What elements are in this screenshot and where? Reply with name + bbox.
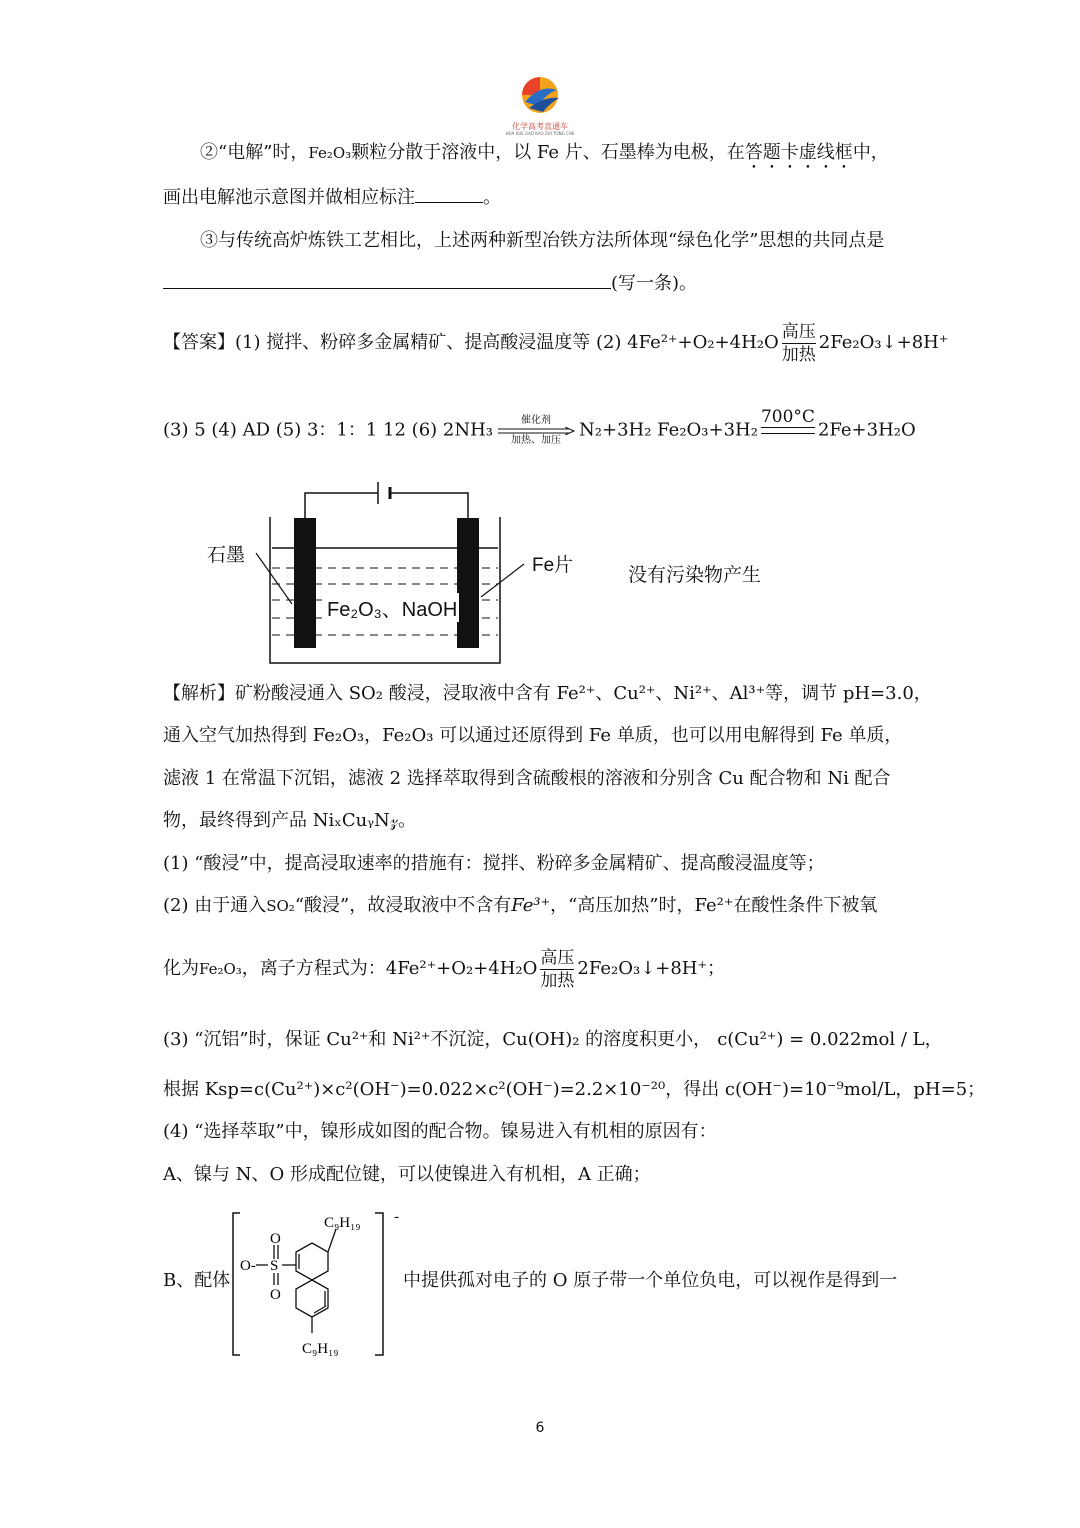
question-3-line-2: (写一条)。 <box>163 271 697 297</box>
analysis-point-b-text: 中提供孤对电子的 O 原子带一个单位负电，可以视作是得到一 <box>403 1270 898 1291</box>
logo-emblem-icon <box>505 72 575 118</box>
analysis-point-3-cont: 根据 Ksp=c(Cu²⁺)×c²(OH⁻)=0.022×c²(OH⁻)=2.2×10⁻²⁰，得出 c(OH⁻)=10⁻⁹mol/L，pH=5； <box>163 1079 986 1100</box>
answer-blank <box>415 202 483 203</box>
charge-sign: - <box>394 1209 399 1225</box>
question-2-line-1: ②“电解”时，Fe₂O₃颗粒分散于溶液中，以 Fe 片、石墨棒为电极，在答题卡虚线框中， <box>200 142 889 163</box>
analysis-point-a: A、镍与 N、O 形成配位键，可以使镍进入有机相，A 正确； <box>163 1164 651 1185</box>
oxygen-atom-top: O <box>270 1231 281 1247</box>
fe-plate-label: Fe片 <box>532 555 574 576</box>
answer-blank-long <box>163 288 611 289</box>
analysis-point-2-cont: 化为Fe₂O₃，离子方程式为：4Fe²⁺+O₂+4H₂O $\frac{\text{高压}}{\text{加热}}$ 2Fe₂O₃↓+8H⁺； <box>163 947 726 991</box>
oxygen-atom-bottom: O <box>270 1287 281 1303</box>
question-3-line-1: ③与传统高炉炼铁工艺相比，上述两种新型冶铁方法所体现“绿色化学”思想的共同点是 <box>200 230 885 251</box>
reaction-condition-2: $\frac{\text{高压}}{\text{加热}}$ <box>540 947 575 991</box>
fe-electrode <box>457 518 479 648</box>
logo-caption: 化学高考直通车 <box>512 122 568 131</box>
temperature-condition: 700°C <box>761 407 815 454</box>
analysis-line-3: 滤液 1 在常温下沉铝，滤液 2 选择萃取得到含硫酸根的溶液和分别含 Cu 配合物和 Ni 配合 <box>163 768 891 789</box>
oxygen-anion: O- <box>240 1258 256 1274</box>
answer-tag: 【答案】 <box>163 332 235 353</box>
graphite-label: 石墨 <box>207 544 246 566</box>
answer-line-1: 【答案】(1) 搅拌、粉碎多金属精矿、提高酸浸温度等 (2) 4Fe²⁺+O₂+4H₂O $\frac{\text{高压}}{\text{加热}}$ 2Fe₂O₃↓+8H⁺ <box>163 321 949 365</box>
analysis-line-4: 物，最终得到产品 NiₓCuᵧN𝓏。 <box>163 810 417 831</box>
page-number: 6 <box>535 1420 545 1436</box>
no-pollution-answer: 没有污染物产生 <box>628 564 762 586</box>
graphite-electrode <box>294 518 316 648</box>
question-2-line-2: 画出电解池示意图并做相应标注 。 <box>163 187 501 208</box>
analysis-point-1: (1) “酸浸”中，提高浸取速率的措施有：搅拌、粉碎多金属精矿、提高酸浸温度等； <box>163 853 825 874</box>
alkyl-group-top: C₉H₁₉ <box>324 1215 361 1231</box>
analysis-line-2: 通入空气加热得到 Fe₂O₃，Fe₂O₃ 可以通过还原得到 Fe 单质，也可以用电解得到 Fe 单质， <box>163 725 903 746</box>
solution-label: Fe₂O₃、NaOH <box>325 593 459 622</box>
sulfur-atom: S <box>270 1258 279 1274</box>
ligand-structure <box>228 1205 403 1360</box>
analysis-point-4: (4) “选择萃取”中，镍形成如图的配合物。镍易进入有机相的原因有： <box>163 1121 717 1142</box>
concentration-expression: c(Cu²⁺) = 0.022mol / L <box>717 1029 925 1050</box>
alkyl-group-bottom: C₉H₁₉ <box>302 1341 339 1357</box>
logo <box>505 72 575 136</box>
answer-line-2: (3) 5 (4) AD (5) 3：1：1 12 (6) 2NH₃ 催化剂 加热、加压 N₂+3H₂ Fe₂O₃+3H₂ 700°C 2Fe+3H₂O <box>163 407 916 454</box>
analysis-point-3: (3) “沉铝”时，保证 Cu²⁺和 Ni²⁺不沉淀，Cu(OH)₂ 的溶度积更小， c(Cu²⁺) = 0.022mol / L， <box>163 1029 943 1050</box>
electrolysis-diagram <box>200 480 560 670</box>
reaction-condition: $\frac{\text{高压}}{\text{加热}}$ <box>781 321 816 365</box>
catalyst-arrow: 催化剂 加热、加压 <box>497 415 575 447</box>
logo-subcaption: HUA XUE GAO KAO ZHI TONG CHE <box>505 131 575 136</box>
emphasized-text: 答题卡虚线框 <box>744 142 853 163</box>
analysis-point-b-label: B、配体 <box>163 1270 231 1291</box>
analysis-line-1: 【解析】矿粉酸浸通入 SO₂ 酸浸，浸取液中含有 Fe²⁺、Cu²⁺、Ni²⁺、Al³⁺等，调节 pH=3.0， <box>163 683 932 704</box>
analysis-tag: 【解析】 <box>163 683 235 704</box>
fe2o3-formula: Fe₂O₃ <box>308 144 352 162</box>
analysis-point-2: (2) 由于通入SO₂“酸浸”，故浸取液中不含有Fe³⁺，“高压加热”时，Fe²⁺在酸性条件下被氧 <box>163 895 878 916</box>
